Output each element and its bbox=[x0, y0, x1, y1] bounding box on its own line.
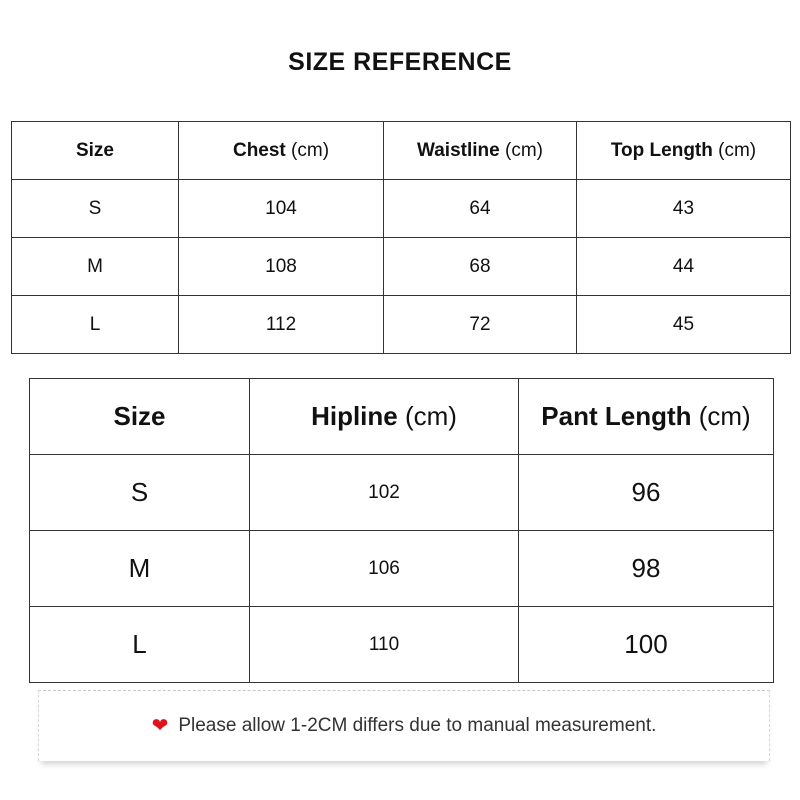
header-hipline: Hipline (cm) bbox=[250, 379, 519, 455]
cell-size: L bbox=[12, 296, 179, 354]
page-title: SIZE REFERENCE bbox=[288, 48, 512, 76]
cell-waistline: 72 bbox=[384, 296, 577, 354]
cell-pant-length: 98 bbox=[519, 531, 774, 607]
cell-size: M bbox=[30, 531, 250, 607]
heart-icon: ❤ bbox=[151, 715, 169, 737]
cell-waistline: 68 bbox=[384, 238, 577, 296]
pant-size-table bbox=[29, 378, 774, 683]
cell-chest: 112 bbox=[179, 296, 384, 354]
cell-size: M bbox=[12, 238, 179, 296]
cell-top-length: 43 bbox=[577, 180, 791, 238]
table-row bbox=[12, 238, 791, 296]
header-chest: Chest (cm) bbox=[179, 122, 384, 180]
cell-top-length: 45 bbox=[577, 296, 791, 354]
cell-size: S bbox=[12, 180, 179, 238]
header-waistline: Waistline (cm) bbox=[384, 122, 577, 180]
table-header-row bbox=[30, 379, 774, 455]
header-top-length: Top Length (cm) bbox=[577, 122, 791, 180]
top-size-table bbox=[11, 121, 791, 354]
table-row bbox=[30, 531, 774, 607]
cell-chest: 108 bbox=[179, 238, 384, 296]
cell-top-length: 44 bbox=[577, 238, 791, 296]
cell-chest: 104 bbox=[179, 180, 384, 238]
table-row bbox=[30, 455, 774, 531]
cell-pant-length: 96 bbox=[519, 455, 774, 531]
cell-hipline: 102 bbox=[250, 455, 519, 531]
table-row bbox=[30, 607, 774, 683]
header-size: Size bbox=[12, 122, 179, 180]
cell-waistline: 64 bbox=[384, 180, 577, 238]
measurement-note bbox=[38, 690, 770, 761]
note-text: Please allow 1-2CM differs due to manual measurement. bbox=[178, 715, 657, 736]
header-pant-length: Pant Length (cm) bbox=[519, 379, 774, 455]
cell-size: S bbox=[30, 455, 250, 531]
header-size: Size bbox=[30, 379, 250, 455]
table-row bbox=[12, 180, 791, 238]
table-row bbox=[12, 296, 791, 354]
cell-hipline: 110 bbox=[250, 607, 519, 683]
cell-size: L bbox=[30, 607, 250, 683]
table-header-row bbox=[12, 122, 791, 180]
cell-hipline: 106 bbox=[250, 531, 519, 607]
cell-pant-length: 100 bbox=[519, 607, 774, 683]
